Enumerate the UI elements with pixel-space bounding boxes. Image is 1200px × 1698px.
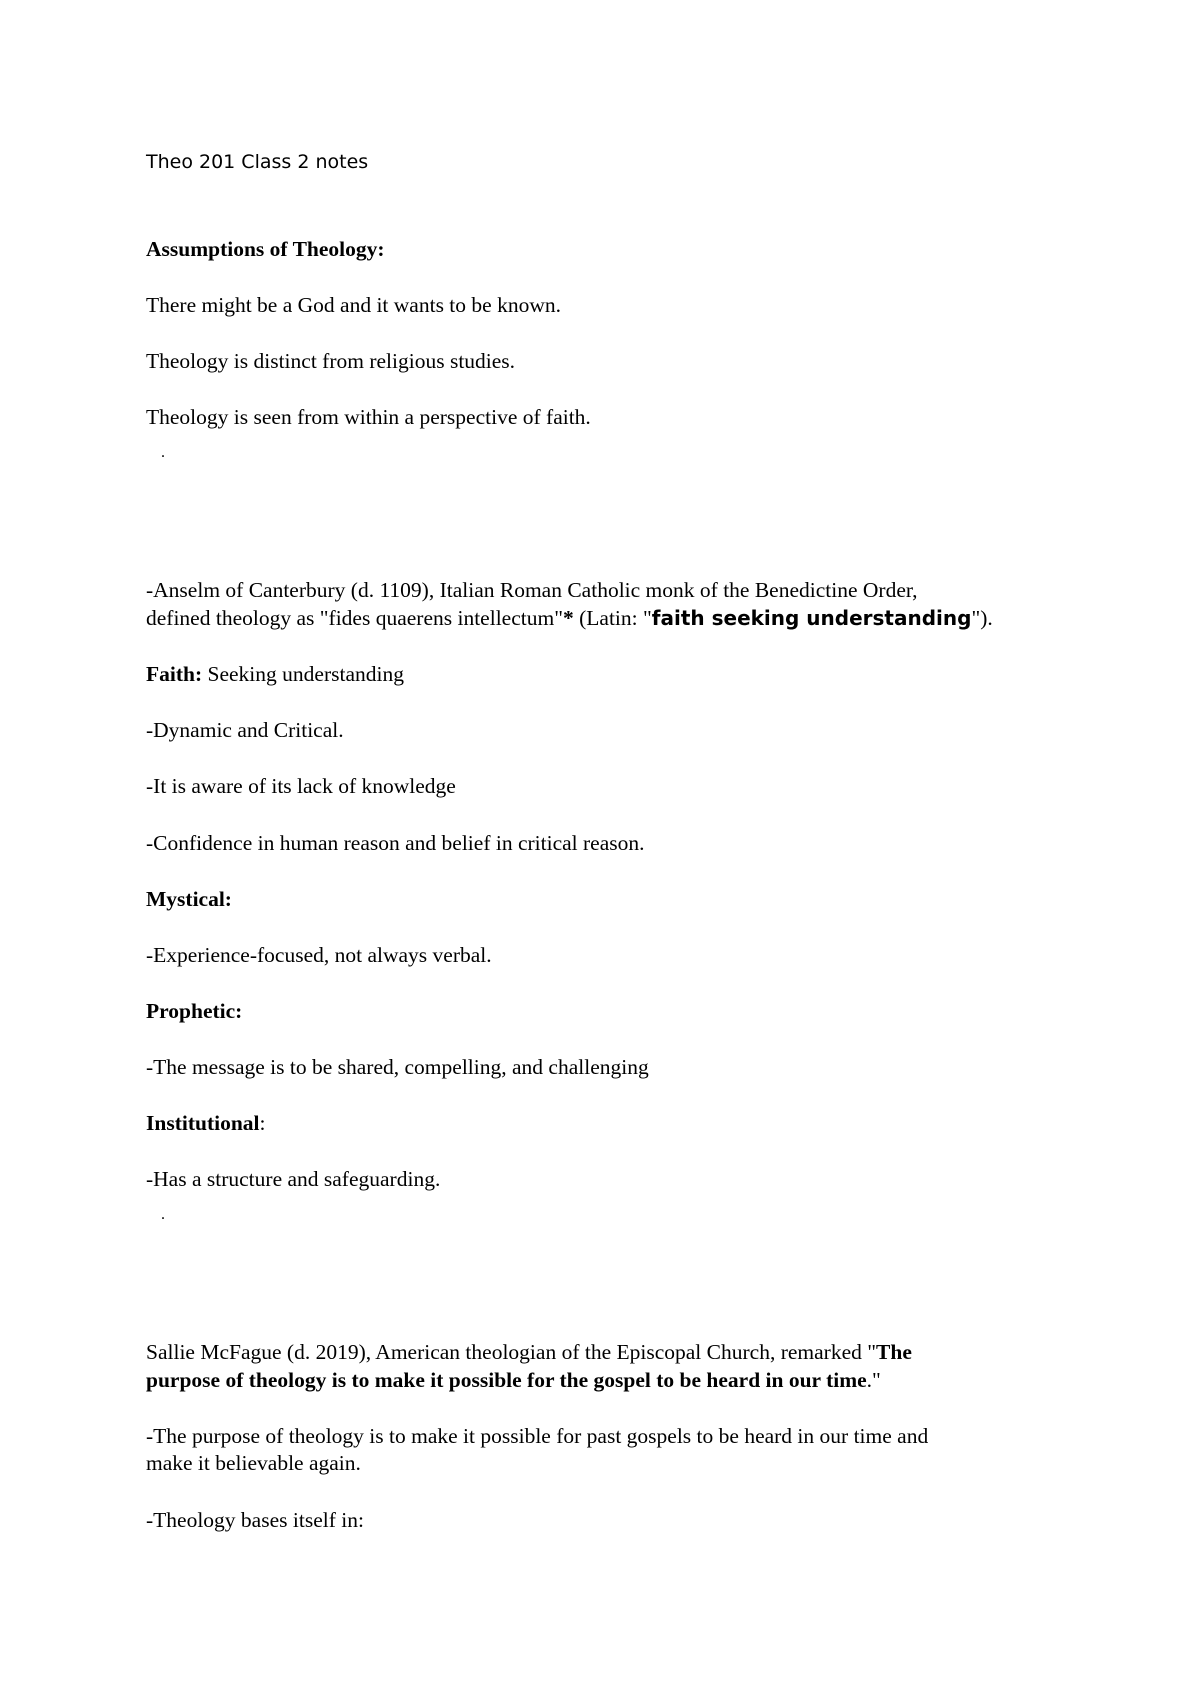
faith-line	[146, 661, 404, 687]
latin-phrase: fides quaerens intellectum	[328, 606, 555, 630]
anselm-line-2	[146, 605, 993, 631]
asterisk: *	[562, 606, 574, 630]
quote-start: The	[876, 1340, 912, 1364]
assumption-item: Theology is seen from within a perspective of faith.	[146, 405, 591, 429]
mystical-point: -Experience-focused, not always verbal.	[146, 943, 492, 967]
faith-point: -Dynamic and Critical.	[146, 718, 344, 742]
institutional-colon: :	[259, 1111, 266, 1135]
prophetic-point: -The message is to be shared, compelling, and challenging	[146, 1055, 649, 1079]
stray-dot: .	[161, 1206, 165, 1223]
faith-label: Faith:	[146, 662, 203, 686]
assumptions-heading: Assumptions of Theology:	[146, 237, 385, 261]
institutional-label: Institutional	[146, 1111, 260, 1135]
mystical-label: Mystical:	[146, 887, 232, 911]
purpose-line-2: make it believable again.	[146, 1451, 361, 1475]
mcfague-line-2	[146, 1367, 881, 1393]
mcfague-line-1	[146, 1339, 912, 1365]
mcfague-quote: purpose of theology is to make it possible for the gospel to be heard in our time	[146, 1368, 867, 1392]
faith-point: -It is aware of its lack of knowledge	[146, 774, 456, 798]
theology-bases-line: -Theology bases itself in:	[146, 1508, 364, 1532]
latin-label: (Latin: "	[573, 606, 652, 630]
assumption-item: Theology is distinct from religious studies.	[146, 349, 516, 373]
quote-end: ."	[866, 1368, 881, 1392]
mcfague-intro: Sallie McFague (d. 2019), American theologian of the Episcopal Church, remarked "	[146, 1340, 877, 1364]
institutional-line	[146, 1110, 266, 1136]
assumption-item: There might be a God and it wants to be known.	[146, 293, 561, 317]
faith-text: Seeking understanding	[202, 662, 404, 686]
purpose-line-1: -The purpose of theology is to make it possible for past gospels to be heard in our time and	[146, 1424, 929, 1448]
document-title: Theo 201 Class 2 notes	[146, 151, 369, 173]
anselm-prefix: defined theology as "	[146, 606, 329, 630]
institutional-point: -Has a structure and safeguarding.	[146, 1167, 441, 1191]
faith-point: -Confidence in human reason and belief in critical reason.	[146, 831, 645, 855]
quote-close: "	[554, 606, 563, 630]
anselm-suffix: ").	[971, 606, 993, 630]
anselm-line-1: -Anselm of Canterbury (d. 1109), Italian Roman Catholic monk of the Benedictine Order,	[146, 578, 918, 602]
prophetic-label: Prophetic:	[146, 999, 243, 1023]
stray-dot: .	[161, 444, 165, 461]
english-phrase: faith seeking understanding	[651, 606, 972, 630]
